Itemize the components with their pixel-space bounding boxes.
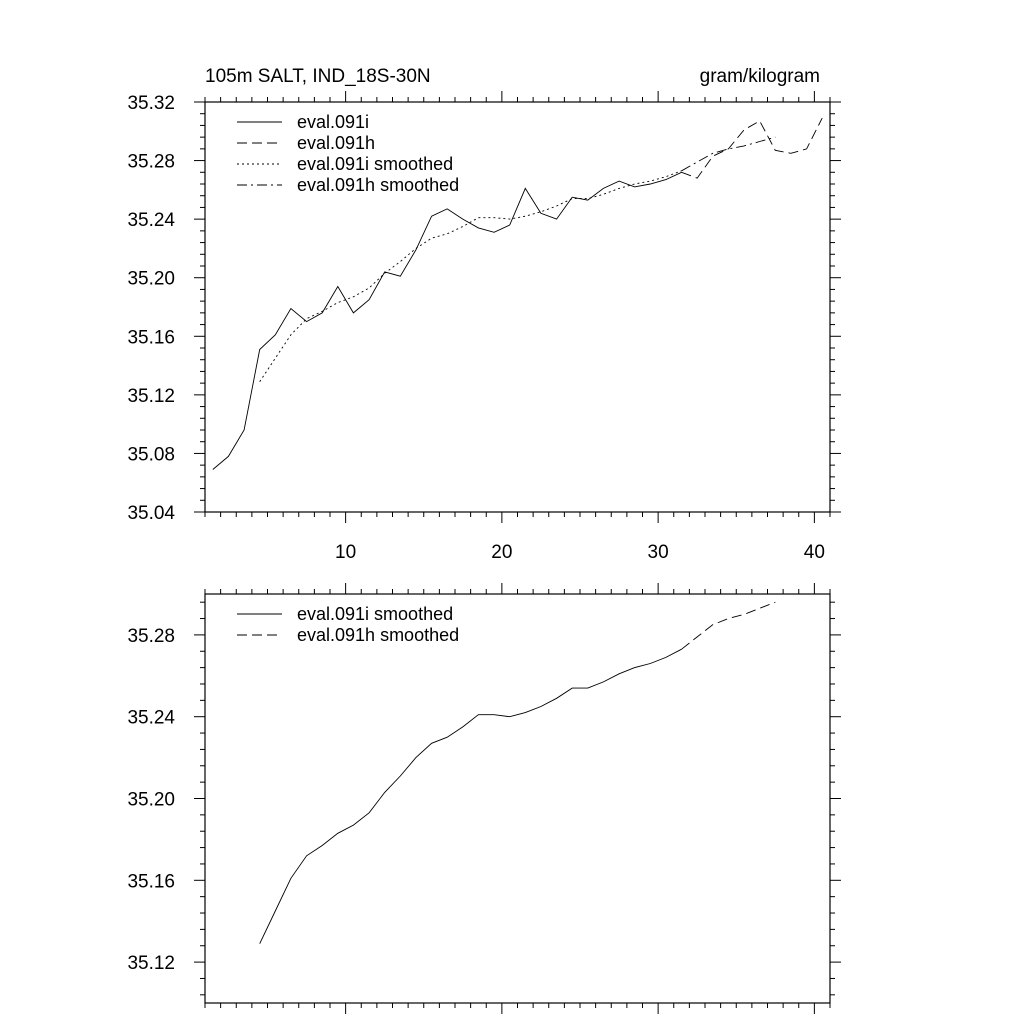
legend-entry-label: eval.091h bbox=[297, 133, 376, 153]
legend bbox=[237, 604, 459, 645]
y-tick-label: 35.16 bbox=[127, 327, 175, 349]
y-tick-label: 35.08 bbox=[127, 444, 175, 466]
units-label: gram/kilogram bbox=[699, 66, 820, 87]
legend bbox=[237, 112, 459, 195]
y-tick-label: 35.20 bbox=[127, 268, 175, 290]
x-tick-label: 40 bbox=[803, 542, 825, 563]
y-tick-label: 35.12 bbox=[127, 953, 175, 975]
y-tick-label: 35.28 bbox=[127, 625, 175, 647]
legend-entry-label: eval.091i smoothed bbox=[297, 154, 454, 174]
legend-entry-label: eval.091h smoothed bbox=[297, 175, 460, 195]
y-tick-label: 35.12 bbox=[127, 385, 175, 407]
series-line-eval-091h-smoothed bbox=[682, 602, 776, 649]
x-tick-label: 10 bbox=[335, 542, 357, 563]
series-line-eval-091h bbox=[682, 118, 823, 178]
series-line-eval-091h-smoothed bbox=[682, 137, 776, 171]
series-line-eval-091i bbox=[213, 172, 682, 469]
x-tick-label: 20 bbox=[491, 542, 513, 563]
chart-panel-top bbox=[127, 66, 841, 563]
legend-entry-label: eval.091h smoothed bbox=[297, 625, 460, 645]
series-line-eval-091i-smoothed bbox=[260, 649, 682, 944]
legend-entry-label: eval.091i bbox=[297, 112, 370, 132]
y-tick-label: 35.16 bbox=[127, 871, 175, 893]
y-tick-label: 35.24 bbox=[127, 210, 175, 232]
y-tick-label: 35.24 bbox=[127, 707, 175, 729]
y-tick-label: 35.20 bbox=[127, 789, 175, 811]
x-tick-label: 30 bbox=[647, 542, 669, 563]
y-tick-label: 35.04 bbox=[127, 503, 175, 524]
y-tick-label: 35.28 bbox=[127, 151, 175, 173]
series-line-eval-091i-smoothed bbox=[260, 171, 682, 382]
chart-panel-bottom bbox=[127, 583, 841, 1014]
plot-frame bbox=[205, 594, 830, 1003]
y-tick-label: 35.32 bbox=[127, 93, 175, 114]
legend-entry-label: eval.091i smoothed bbox=[297, 604, 454, 624]
chart-title: 105m SALT, IND_18S-30N bbox=[205, 66, 431, 87]
